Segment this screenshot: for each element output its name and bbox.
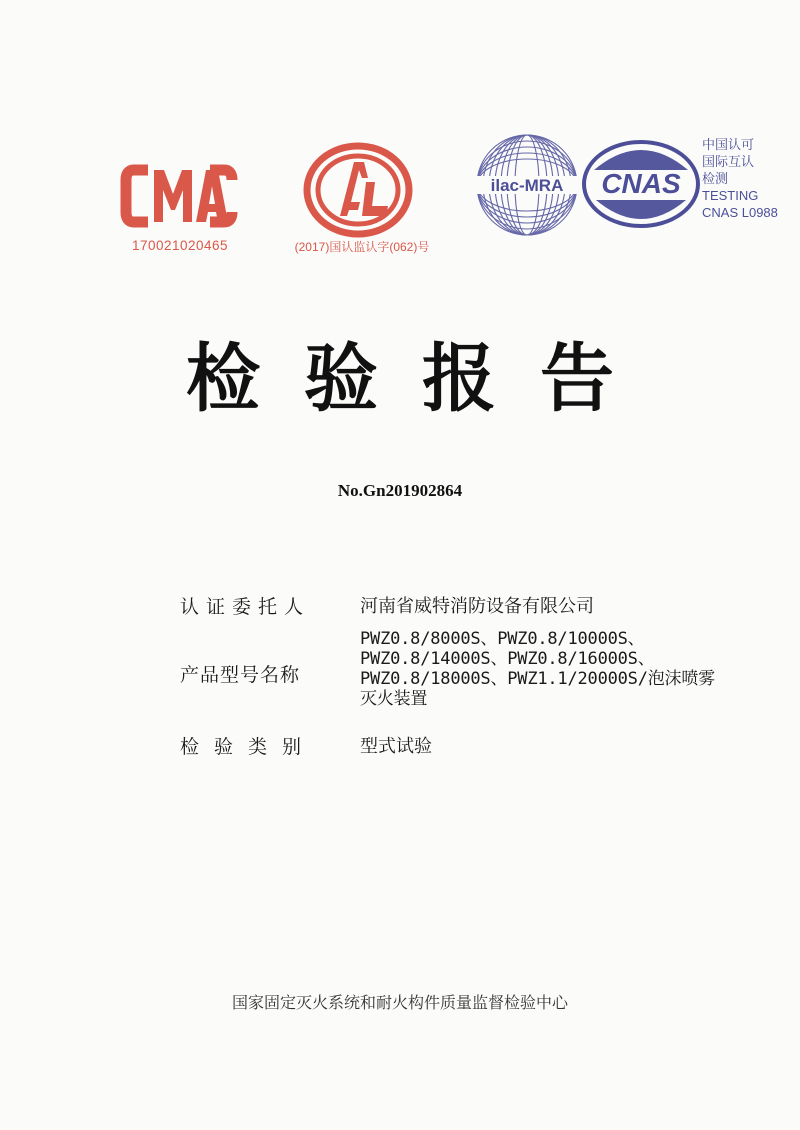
svg-text:CNAS: CNAS [601,168,681,199]
product-line-1: PWZ0.8/8000S、PWZ0.8/10000S、 [360,629,645,649]
product-value [360,629,715,709]
client-label: 认证委托人 [180,596,311,618]
cma-number: 170021020465 [131,238,229,253]
product-label: 产品型号名称 [180,664,301,686]
cnas-line-3: 检测 [702,171,729,186]
cal-logo [302,142,414,238]
cnas-line-4: TESTING [702,188,759,203]
report-number: No.Gn201902864 [337,481,463,500]
cnas-accreditation-text [702,136,778,221]
product-line-4: 灭火装置 [360,689,428,709]
cal-certificate-text: (2017)国认监认字(062)号 [294,240,430,254]
test-type-value: 型式试验 [360,736,432,757]
client-value: 河南省威特消防设备有限公司 [360,596,594,617]
cnas-logo [582,140,700,228]
document-title: 检验报告 [186,336,658,422]
cma-logo [118,160,240,232]
test-type-label: 检验类别 [180,736,317,758]
product-line-3: PWZ0.8/18000S、PWZ1.1/20000S/泡沫喷雾 [360,669,715,689]
issuing-organization: 国家固定灭火系统和耐火构件质量监督检验中心 [231,993,568,1012]
product-line-2: PWZ0.8/14000S、PWZ0.8/16000S、 [360,649,655,669]
svg-text:ilac-MRA: ilac-MRA [490,176,564,195]
cnas-line-2: 国际互认 [702,154,755,169]
cnas-line-5: CNAS L0988 [702,205,778,220]
ilac-mra-logo [474,132,580,238]
cnas-line-1: 中国认可 [702,137,755,152]
